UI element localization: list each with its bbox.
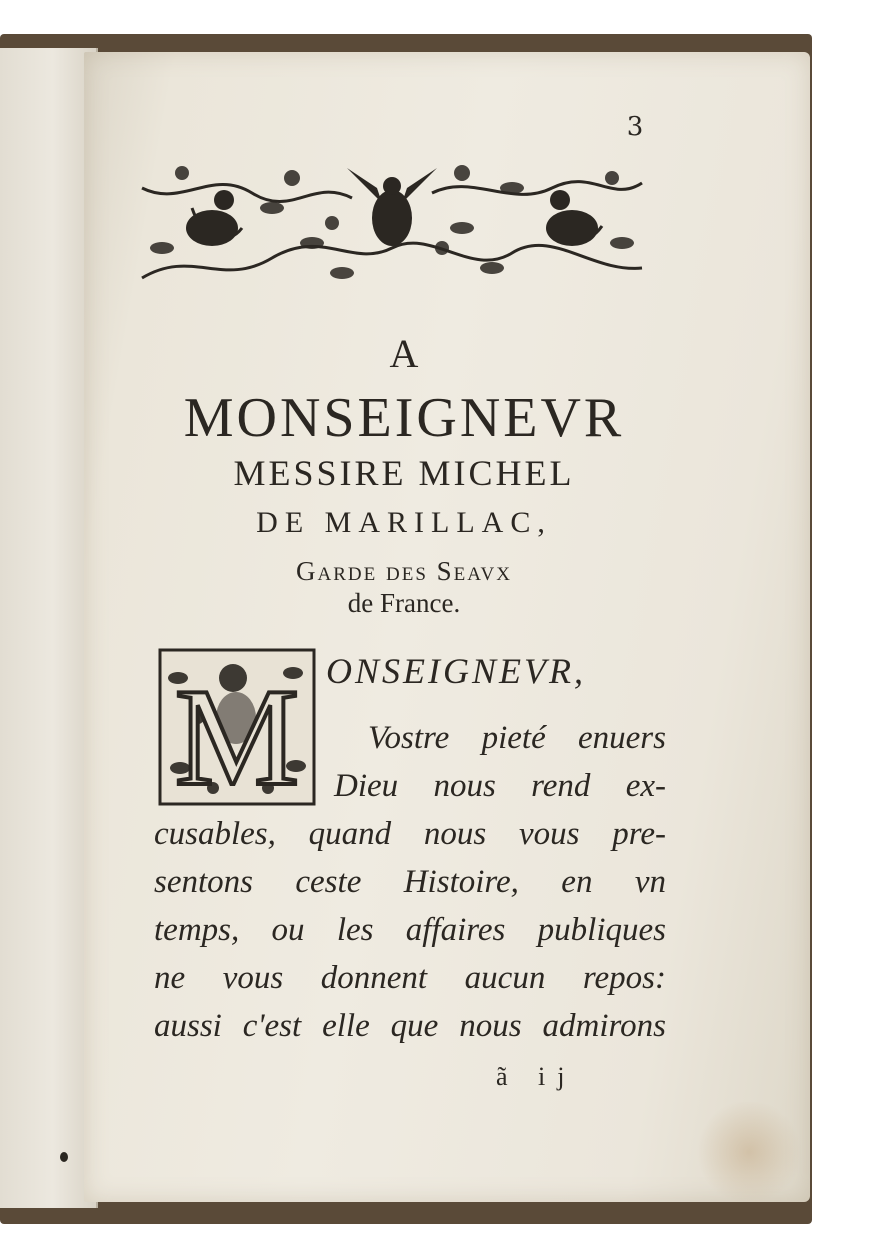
dedication-heading-a: A: [389, 331, 419, 376]
dedication-heading-country: de France.: [347, 588, 461, 618]
ink-spot: [60, 1152, 68, 1162]
body-line: Vostre pieté enuers: [368, 720, 666, 756]
book-page: [84, 52, 810, 1202]
salutation: ONSEIGNEVR,: [326, 651, 586, 691]
body-line: temps, ou les affaires publiques: [154, 912, 666, 948]
dedication-heading-title: Garde des Seavx: [296, 556, 512, 586]
body-line: Dieu nous rend ex-: [334, 768, 666, 804]
decorated-initial-icon: [158, 648, 316, 806]
dedication-heading-name: MESSIRE MICHEL: [233, 453, 575, 493]
dedication-heading-surname: DE MARILLAC,: [256, 506, 552, 539]
page-number: 3: [626, 112, 644, 142]
initial-letter: M: [174, 660, 300, 806]
headpiece-ornament-icon: [132, 148, 652, 298]
body-line: cusables, quand nous vous pre-: [154, 816, 666, 852]
signature-mark: ã ij: [496, 1062, 577, 1091]
body-line: ne vous donnent aucun repos:: [154, 960, 666, 996]
paper-stain: [694, 1102, 804, 1202]
body-line: aussi c'est elle que nous admirons: [154, 1008, 666, 1044]
dedication-heading-monseigneur: MONSEIGNEVR: [183, 387, 625, 449]
body-line: sentons ceste Histoire, en vn: [154, 864, 666, 900]
